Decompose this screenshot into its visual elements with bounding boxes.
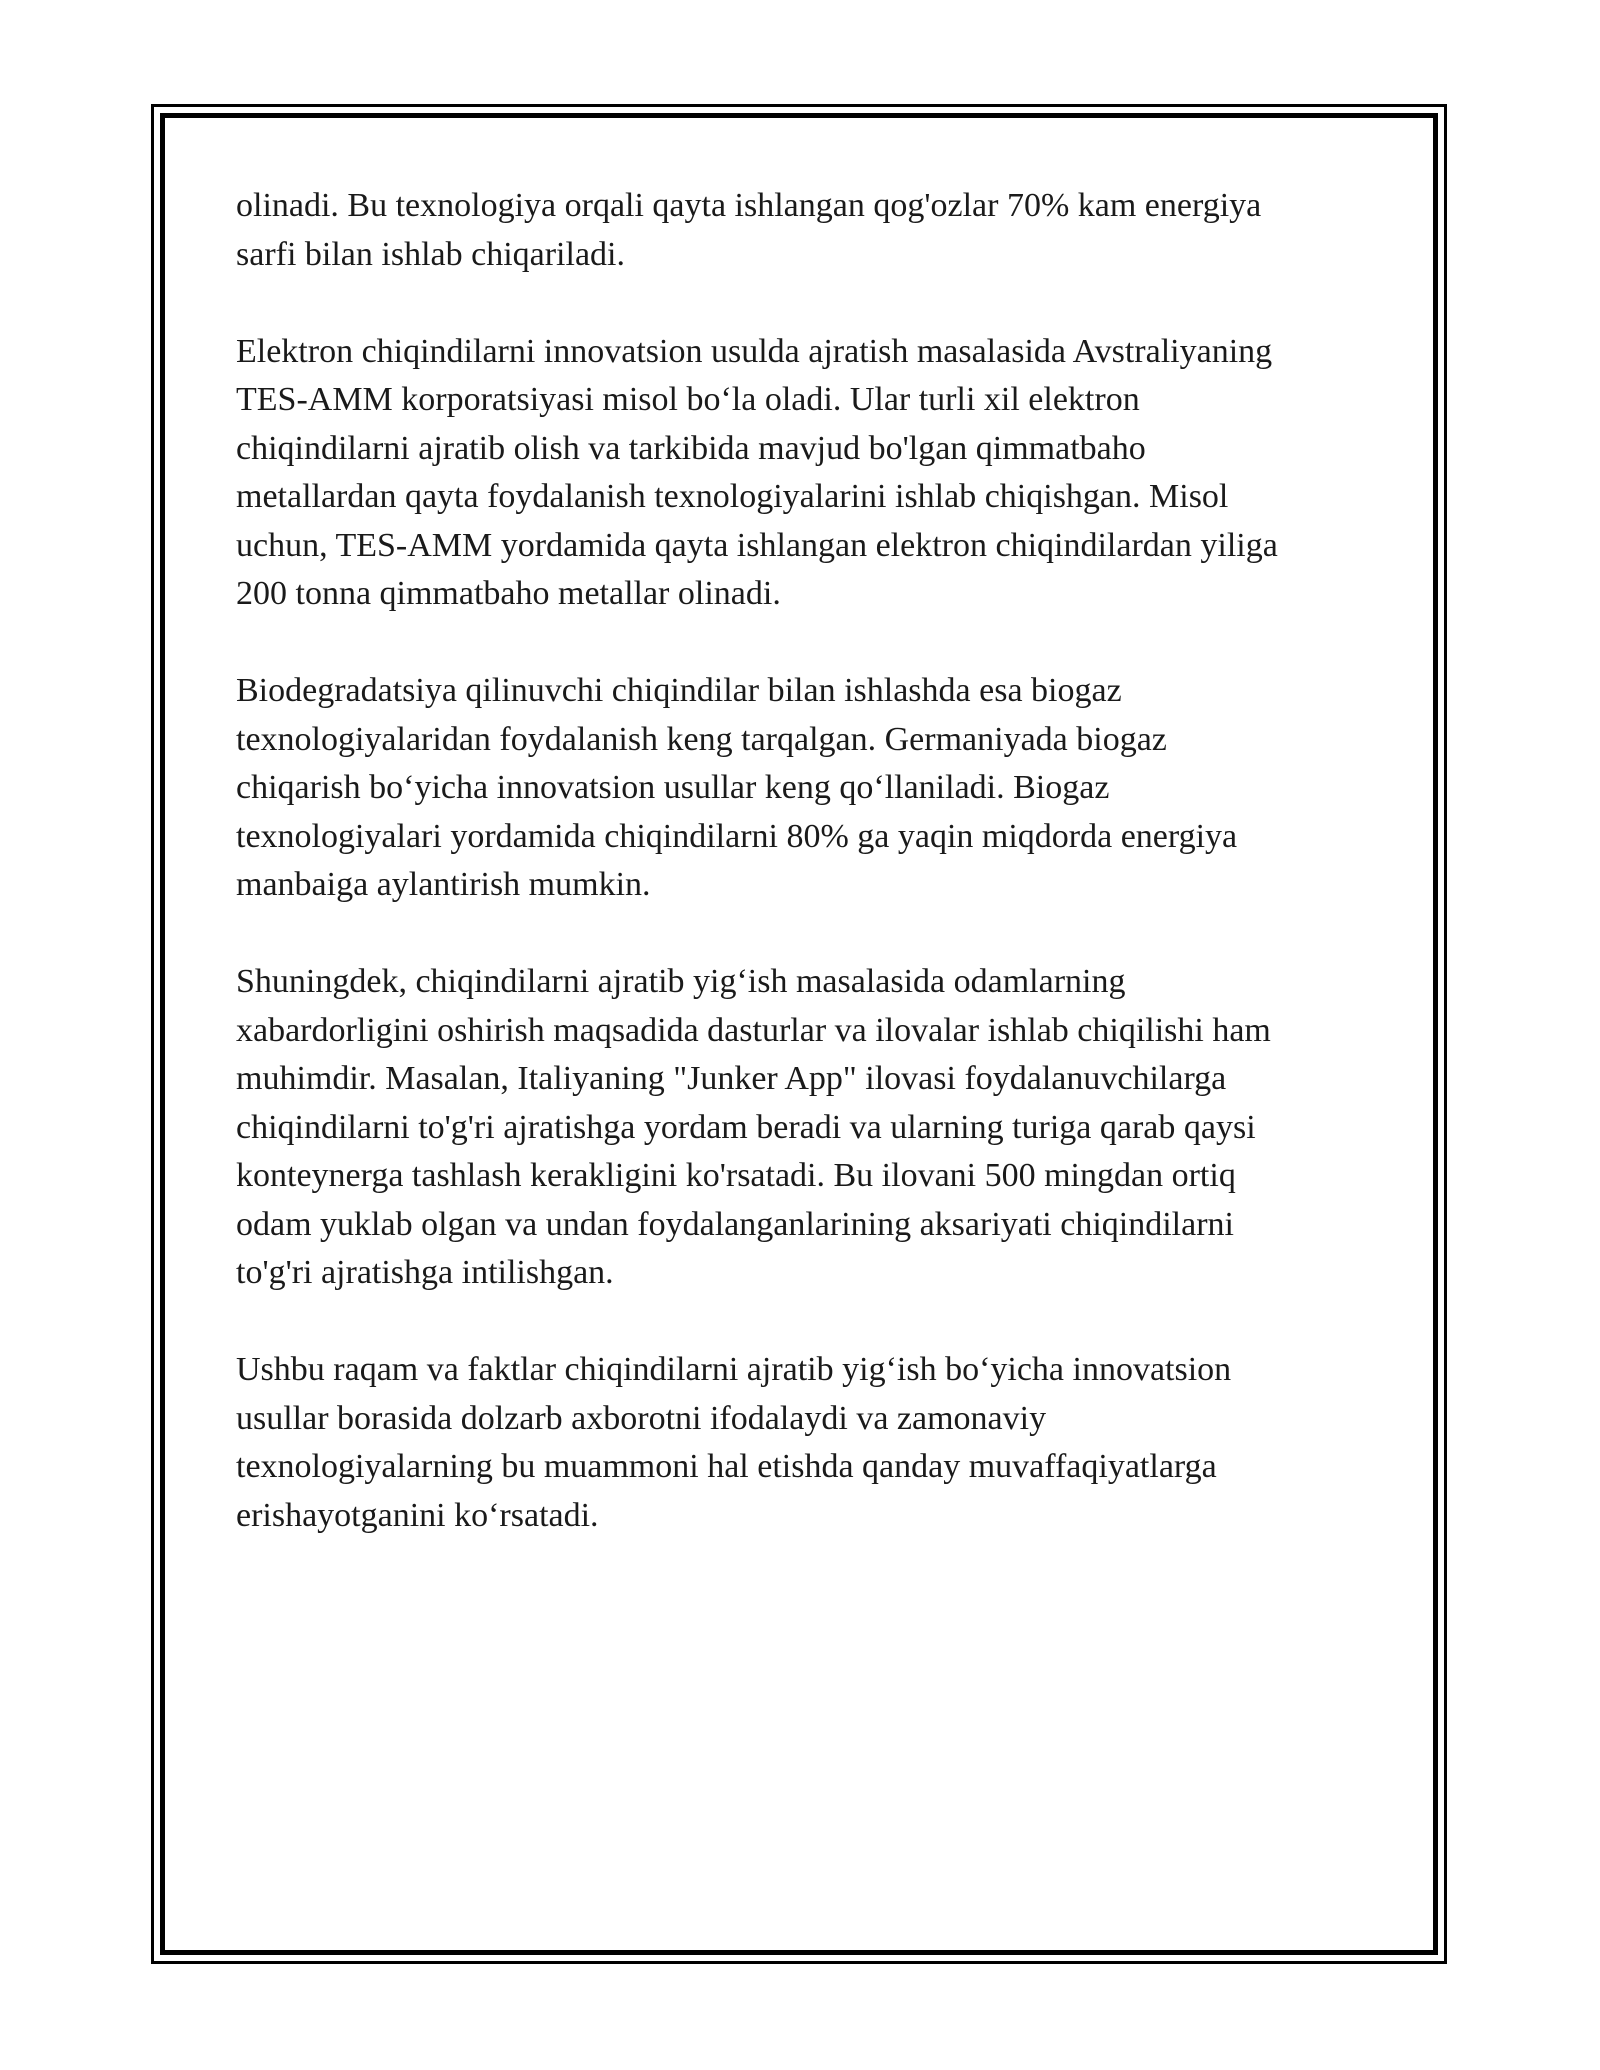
paragraph-2: Elektron chiqindilarni innovatsion usulda ajratish masalasida Avstraliyaning TES-AMM korporatsiyasi misol bo‘la oladi. Ular turli xil elektron chiqindilarni ajratib olish va tarkibida mavjud bo'lgan qimmatbaho metallardan qayta foydalanish texnologiyalarini ishlab chiqishgan. Misol uchun, TES-AMM yordamida qayta ishlangan elektron chiqindilardan yiliga 200 tonna qimmatbaho metallar olinadi. xyxy=(236,332,1278,612)
paragraph-4: Shuningdek, chiqindilarni ajratib yig‘ish masalasida odamlarning xabardorligini oshirish maqsadida dasturlar va ilovalar ishlab chiqilishi ham muhimdir. Masalan, Italiyaning "Junker App" ilovasi foydalanuvchilarga chiqindilarni to'g'ri ajratishga yordam beradi va ularning turiga qarab qaysi konteynerga tashlash kerakligini ko'rsatadi. Bu ilovani 500 mingdan ortiq odam yuklab olgan va undan foydalanganlarining aksariyati chiqindilarni to'g'ri ajratishga intilishgan. xyxy=(236,963,1271,1291)
document-body xyxy=(236,182,1376,1589)
paragraph-3: Biodegradatsiya qilinuvchi chiqindilar bilan ishlashda esa biogaz texnologiyalaridan foydalanish keng tarqalgan. Germaniyada biogaz chiqarish bo‘yicha innovatsion usullar keng qo‘llaniladi. Biogaz texnologiyalari yordamida chiqindilarni 80% ga yaqin miqdorda energiya manbaiga aylantirish mumkin. xyxy=(236,672,1238,903)
paragraph-5: Ushbu raqam va faktlar chiqindilarni ajratib yig‘ish bo‘yicha innovatsion usullar borasida dolzarb axborotni ifodalaydi va zamonaviy texnologiyalarning bu muammoni hal etishda qanday muvaffaqiyatlarga erishayotganini ko‘rsatadi. xyxy=(236,1351,1232,1534)
paragraph-1: olinadi. Bu texnologiya orqali qayta ishlangan qog'ozlar 70% kam energiya sarfi bilan ishlab chiqariladi. xyxy=(236,187,1262,273)
